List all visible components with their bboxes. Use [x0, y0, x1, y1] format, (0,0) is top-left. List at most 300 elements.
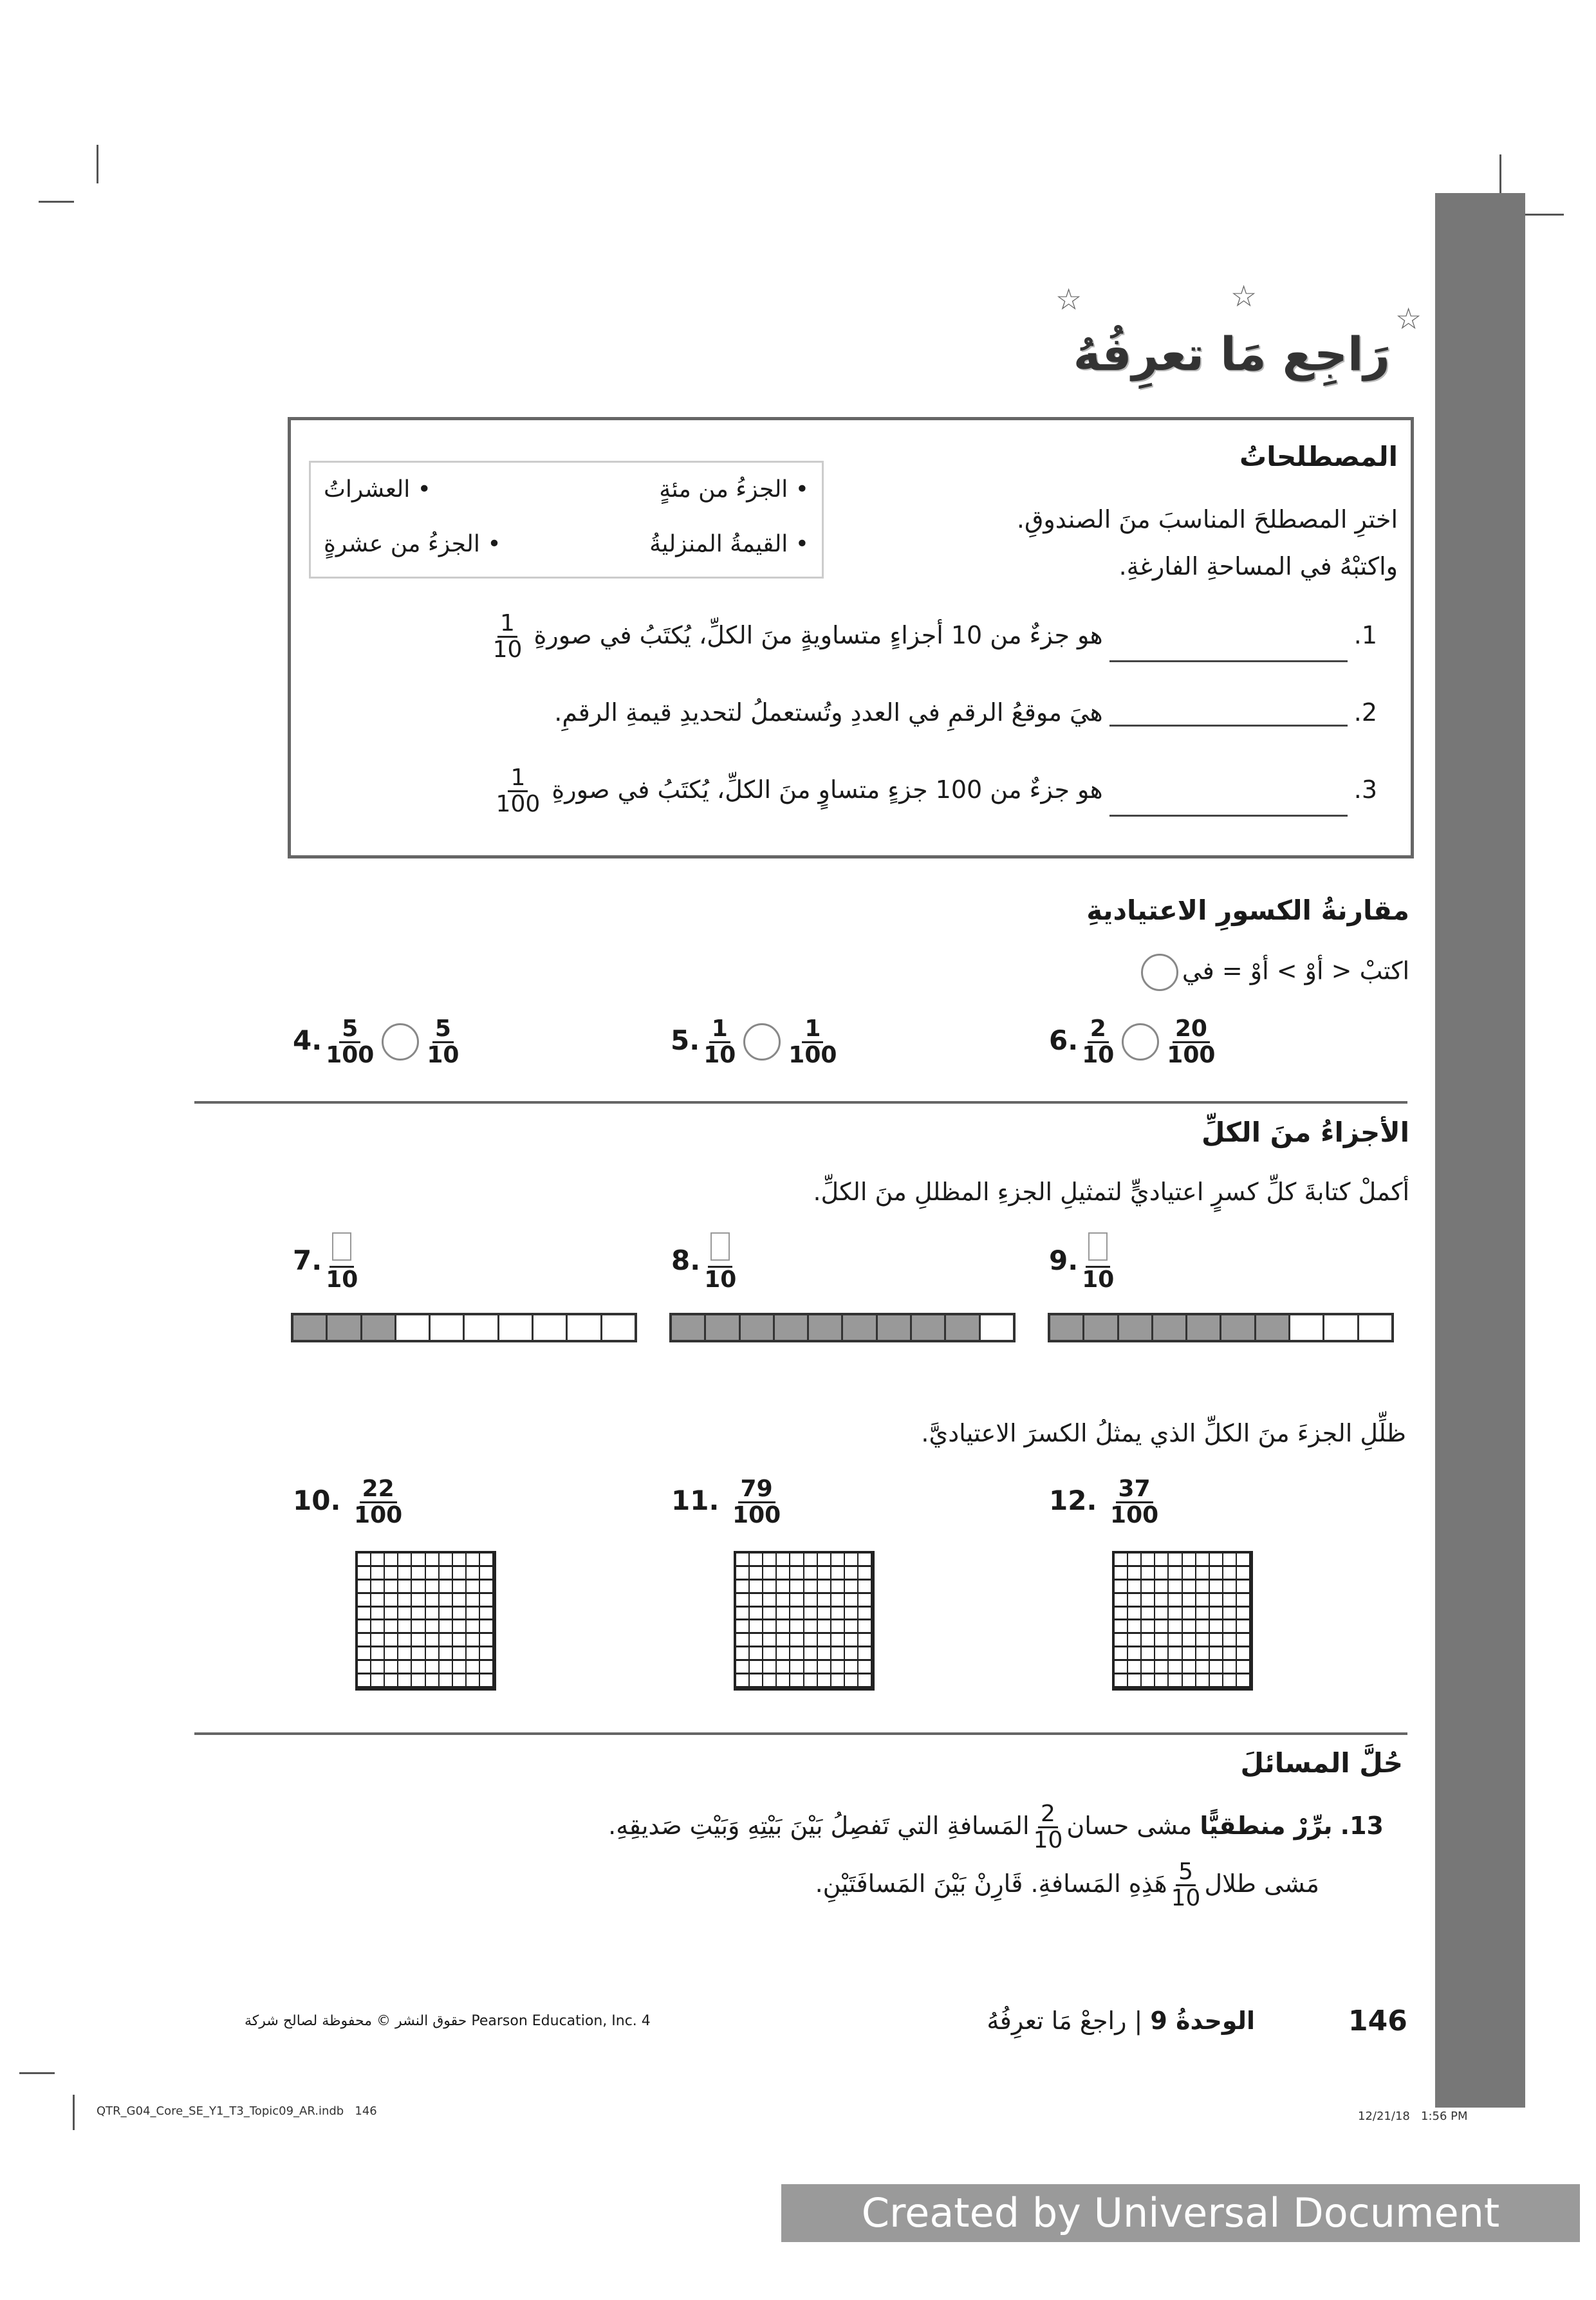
grid-cell[interactable]	[467, 1567, 480, 1581]
grid-cell[interactable]	[385, 1647, 398, 1661]
grid-cell[interactable]	[804, 1581, 818, 1594]
grid-cell[interactable]	[845, 1594, 858, 1608]
grid-cell[interactable]	[790, 1553, 804, 1567]
grid-cell[interactable]	[1142, 1553, 1155, 1567]
grid-cell[interactable]	[1183, 1567, 1196, 1581]
grid-cell[interactable]	[1142, 1674, 1155, 1688]
grid-cell[interactable]	[358, 1620, 371, 1634]
grid-cell[interactable]	[763, 1634, 777, 1647]
grid-cell[interactable]	[426, 1581, 440, 1594]
grid-cell[interactable]	[1169, 1634, 1182, 1647]
grid-cell[interactable]	[750, 1661, 763, 1674]
grid-cell[interactable]	[385, 1553, 398, 1567]
grid-cell[interactable]	[1142, 1620, 1155, 1634]
grid-cell[interactable]	[1237, 1647, 1250, 1661]
grid-cell[interactable]	[453, 1674, 467, 1688]
grid-cell[interactable]	[858, 1581, 872, 1594]
grid-cell[interactable]	[1115, 1594, 1128, 1608]
grid-cell[interactable]	[777, 1647, 790, 1661]
grid-cell[interactable]	[804, 1634, 818, 1647]
grid-cell[interactable]	[440, 1647, 453, 1661]
grid-cell[interactable]	[777, 1608, 790, 1621]
grid-cell[interactable]	[1115, 1661, 1128, 1674]
grid-cell[interactable]	[1210, 1661, 1223, 1674]
grid-cell[interactable]	[777, 1553, 790, 1567]
grid-cell[interactable]	[426, 1634, 440, 1647]
grid-cell[interactable]	[1210, 1553, 1223, 1567]
grid-cell[interactable]	[790, 1608, 804, 1621]
grid-cell[interactable]	[1155, 1620, 1169, 1634]
grid-cell[interactable]	[1115, 1647, 1128, 1661]
grid-cell[interactable]	[1183, 1581, 1196, 1594]
grid-cell[interactable]	[1115, 1553, 1128, 1567]
grid-cell[interactable]	[1210, 1567, 1223, 1581]
grid-cell[interactable]	[804, 1620, 818, 1634]
grid-cell[interactable]	[1155, 1581, 1169, 1594]
grid-cell[interactable]	[804, 1647, 818, 1661]
grid-cell[interactable]	[1115, 1674, 1128, 1688]
grid-cell[interactable]	[398, 1661, 412, 1674]
grid-cell[interactable]	[480, 1581, 494, 1594]
grid-cell[interactable]	[1142, 1647, 1155, 1661]
grid-cell[interactable]	[426, 1647, 440, 1661]
grid-cell[interactable]	[1115, 1567, 1128, 1581]
grid-cell[interactable]	[371, 1634, 385, 1647]
grid-cell[interactable]	[750, 1634, 763, 1647]
grid-cell[interactable]	[858, 1594, 872, 1608]
grid-cell[interactable]	[763, 1594, 777, 1608]
grid-cell[interactable]	[440, 1661, 453, 1674]
grid-cell[interactable]	[1128, 1661, 1142, 1674]
grid-cell[interactable]	[736, 1634, 750, 1647]
grid-cell[interactable]	[777, 1581, 790, 1594]
grid-cell[interactable]	[1169, 1594, 1182, 1608]
grid-cell[interactable]	[763, 1581, 777, 1594]
answer-blank[interactable]	[1109, 725, 1348, 727]
hundred-grid[interactable]	[355, 1551, 496, 1691]
grid-cell[interactable]	[858, 1608, 872, 1621]
hundred-grid[interactable]	[734, 1551, 875, 1691]
grid-cell[interactable]	[777, 1620, 790, 1634]
grid-cell[interactable]	[467, 1674, 480, 1688]
grid-cell[interactable]	[371, 1594, 385, 1608]
grid-cell[interactable]	[763, 1620, 777, 1634]
grid-cell[interactable]	[385, 1608, 398, 1621]
grid-cell[interactable]	[1196, 1567, 1210, 1581]
grid-cell[interactable]	[790, 1567, 804, 1581]
grid-cell[interactable]	[467, 1594, 480, 1608]
numerator-answer-box[interactable]	[710, 1232, 730, 1261]
grid-cell[interactable]	[1169, 1553, 1182, 1567]
grid-cell[interactable]	[1183, 1647, 1196, 1661]
grid-cell[interactable]	[1128, 1567, 1142, 1581]
grid-cell[interactable]	[440, 1553, 453, 1567]
grid-cell[interactable]	[480, 1620, 494, 1634]
grid-cell[interactable]	[1183, 1634, 1196, 1647]
grid-cell[interactable]	[385, 1581, 398, 1594]
grid-cell[interactable]	[818, 1553, 831, 1567]
grid-cell[interactable]	[831, 1594, 845, 1608]
grid-cell[interactable]	[371, 1674, 385, 1688]
grid-cell[interactable]	[480, 1661, 494, 1674]
grid-cell[interactable]	[1223, 1647, 1237, 1661]
grid-cell[interactable]	[736, 1594, 750, 1608]
grid-cell[interactable]	[1155, 1647, 1169, 1661]
grid-cell[interactable]	[453, 1581, 467, 1594]
grid-cell[interactable]	[358, 1661, 371, 1674]
grid-cell[interactable]	[777, 1674, 790, 1688]
grid-cell[interactable]	[1210, 1620, 1223, 1634]
grid-cell[interactable]	[1169, 1661, 1182, 1674]
grid-cell[interactable]	[426, 1608, 440, 1621]
grid-cell[interactable]	[440, 1567, 453, 1581]
grid-cell[interactable]	[736, 1620, 750, 1634]
grid-cell[interactable]	[371, 1661, 385, 1674]
grid-cell[interactable]	[1210, 1647, 1223, 1661]
grid-cell[interactable]	[1196, 1661, 1210, 1674]
grid-cell[interactable]	[1223, 1608, 1237, 1621]
grid-cell[interactable]	[398, 1608, 412, 1621]
grid-cell[interactable]	[818, 1661, 831, 1674]
grid-cell[interactable]	[831, 1661, 845, 1674]
grid-cell[interactable]	[1237, 1567, 1250, 1581]
grid-cell[interactable]	[1196, 1634, 1210, 1647]
grid-cell[interactable]	[480, 1647, 494, 1661]
grid-cell[interactable]	[831, 1634, 845, 1647]
grid-cell[interactable]	[818, 1634, 831, 1647]
grid-cell[interactable]	[426, 1661, 440, 1674]
grid-cell[interactable]	[790, 1674, 804, 1688]
grid-cell[interactable]	[1155, 1634, 1169, 1647]
grid-cell[interactable]	[818, 1620, 831, 1634]
grid-cell[interactable]	[790, 1620, 804, 1634]
grid-cell[interactable]	[777, 1594, 790, 1608]
grid-cell[interactable]	[1169, 1620, 1182, 1634]
grid-cell[interactable]	[831, 1567, 845, 1581]
grid-cell[interactable]	[398, 1581, 412, 1594]
grid-cell[interactable]	[845, 1608, 858, 1621]
grid-cell[interactable]	[736, 1567, 750, 1581]
grid-cell[interactable]	[1223, 1661, 1237, 1674]
grid-cell[interactable]	[818, 1608, 831, 1621]
grid-cell[interactable]	[777, 1634, 790, 1647]
grid-cell[interactable]	[371, 1581, 385, 1594]
grid-cell[interactable]	[845, 1661, 858, 1674]
grid-cell[interactable]	[1155, 1567, 1169, 1581]
grid-cell[interactable]	[398, 1674, 412, 1688]
grid-cell[interactable]	[1183, 1674, 1196, 1688]
grid-cell[interactable]	[412, 1661, 425, 1674]
grid-cell[interactable]	[750, 1674, 763, 1688]
grid-cell[interactable]	[1142, 1634, 1155, 1647]
grid-cell[interactable]	[480, 1608, 494, 1621]
grid-cell[interactable]	[453, 1661, 467, 1674]
grid-cell[interactable]	[358, 1594, 371, 1608]
grid-cell[interactable]	[750, 1594, 763, 1608]
grid-cell[interactable]	[1237, 1581, 1250, 1594]
grid-cell[interactable]	[831, 1647, 845, 1661]
grid-cell[interactable]	[1183, 1594, 1196, 1608]
grid-cell[interactable]	[1115, 1620, 1128, 1634]
grid-cell[interactable]	[736, 1647, 750, 1661]
grid-cell[interactable]	[858, 1634, 872, 1647]
grid-cell[interactable]	[467, 1608, 480, 1621]
grid-cell[interactable]	[763, 1567, 777, 1581]
grid-cell[interactable]	[1155, 1661, 1169, 1674]
grid-cell[interactable]	[467, 1553, 480, 1567]
grid-cell[interactable]	[858, 1620, 872, 1634]
grid-cell[interactable]	[412, 1647, 425, 1661]
grid-cell[interactable]	[736, 1674, 750, 1688]
grid-cell[interactable]	[845, 1634, 858, 1647]
answer-blank[interactable]	[1109, 815, 1348, 817]
grid-cell[interactable]	[358, 1567, 371, 1581]
grid-cell[interactable]	[804, 1661, 818, 1674]
grid-cell[interactable]	[1169, 1608, 1182, 1621]
grid-cell[interactable]	[412, 1553, 425, 1567]
grid-cell[interactable]	[1128, 1674, 1142, 1688]
grid-cell[interactable]	[804, 1553, 818, 1567]
grid-cell[interactable]	[440, 1620, 453, 1634]
grid-cell[interactable]	[736, 1608, 750, 1621]
numerator-answer-box[interactable]	[1088, 1232, 1108, 1261]
grid-cell[interactable]	[398, 1647, 412, 1661]
grid-cell[interactable]	[1183, 1608, 1196, 1621]
grid-cell[interactable]	[790, 1634, 804, 1647]
grid-cell[interactable]	[412, 1634, 425, 1647]
grid-cell[interactable]	[453, 1594, 467, 1608]
grid-cell[interactable]	[1155, 1608, 1169, 1621]
grid-cell[interactable]	[804, 1674, 818, 1688]
grid-cell[interactable]	[1142, 1608, 1155, 1621]
grid-cell[interactable]	[1196, 1608, 1210, 1621]
grid-cell[interactable]	[1210, 1581, 1223, 1594]
grid-cell[interactable]	[412, 1567, 425, 1581]
grid-cell[interactable]	[453, 1553, 467, 1567]
grid-cell[interactable]	[1128, 1647, 1142, 1661]
grid-cell[interactable]	[1155, 1674, 1169, 1688]
grid-cell[interactable]	[385, 1634, 398, 1647]
grid-cell[interactable]	[412, 1594, 425, 1608]
grid-cell[interactable]	[790, 1594, 804, 1608]
grid-cell[interactable]	[858, 1553, 872, 1567]
grid-cell[interactable]	[790, 1647, 804, 1661]
grid-cell[interactable]	[1142, 1661, 1155, 1674]
grid-cell[interactable]	[763, 1553, 777, 1567]
grid-cell[interactable]	[1128, 1594, 1142, 1608]
grid-cell[interactable]	[1115, 1608, 1128, 1621]
grid-cell[interactable]	[398, 1620, 412, 1634]
grid-cell[interactable]	[818, 1581, 831, 1594]
grid-cell[interactable]	[777, 1661, 790, 1674]
grid-cell[interactable]	[1128, 1553, 1142, 1567]
grid-cell[interactable]	[1223, 1674, 1237, 1688]
grid-cell[interactable]	[358, 1634, 371, 1647]
grid-cell[interactable]	[453, 1567, 467, 1581]
grid-cell[interactable]	[358, 1647, 371, 1661]
grid-cell[interactable]	[750, 1553, 763, 1567]
grid-cell[interactable]	[453, 1634, 467, 1647]
grid-cell[interactable]	[804, 1594, 818, 1608]
grid-cell[interactable]	[1210, 1594, 1223, 1608]
grid-cell[interactable]	[412, 1620, 425, 1634]
grid-cell[interactable]	[790, 1661, 804, 1674]
grid-cell[interactable]	[1237, 1634, 1250, 1647]
grid-cell[interactable]	[385, 1567, 398, 1581]
grid-cell[interactable]	[480, 1567, 494, 1581]
answer-blank[interactable]	[1109, 660, 1348, 662]
hundred-grid[interactable]	[1112, 1551, 1253, 1691]
grid-cell[interactable]	[736, 1661, 750, 1674]
grid-cell[interactable]	[1142, 1567, 1155, 1581]
grid-cell[interactable]	[777, 1567, 790, 1581]
grid-cell[interactable]	[1115, 1634, 1128, 1647]
grid-cell[interactable]	[426, 1620, 440, 1634]
grid-cell[interactable]	[763, 1661, 777, 1674]
grid-cell[interactable]	[818, 1567, 831, 1581]
grid-cell[interactable]	[1237, 1661, 1250, 1674]
grid-cell[interactable]	[440, 1674, 453, 1688]
grid-cell[interactable]	[1169, 1581, 1182, 1594]
grid-cell[interactable]	[845, 1674, 858, 1688]
grid-cell[interactable]	[480, 1594, 494, 1608]
grid-cell[interactable]	[763, 1647, 777, 1661]
grid-cell[interactable]	[831, 1674, 845, 1688]
grid-cell[interactable]	[804, 1608, 818, 1621]
grid-cell[interactable]	[750, 1620, 763, 1634]
grid-cell[interactable]	[1169, 1674, 1182, 1688]
grid-cell[interactable]	[845, 1647, 858, 1661]
grid-cell[interactable]	[1223, 1634, 1237, 1647]
grid-cell[interactable]	[1223, 1581, 1237, 1594]
grid-cell[interactable]	[1223, 1620, 1237, 1634]
grid-cell[interactable]	[1237, 1674, 1250, 1688]
grid-cell[interactable]	[845, 1620, 858, 1634]
grid-cell[interactable]	[385, 1674, 398, 1688]
grid-cell[interactable]	[1128, 1620, 1142, 1634]
grid-cell[interactable]	[1142, 1594, 1155, 1608]
grid-cell[interactable]	[1196, 1581, 1210, 1594]
grid-cell[interactable]	[412, 1674, 425, 1688]
grid-cell[interactable]	[858, 1661, 872, 1674]
grid-cell[interactable]	[858, 1567, 872, 1581]
answer-circle[interactable]	[382, 1023, 419, 1061]
grid-cell[interactable]	[1155, 1594, 1169, 1608]
grid-cell[interactable]	[440, 1634, 453, 1647]
grid-cell[interactable]	[763, 1674, 777, 1688]
grid-cell[interactable]	[358, 1674, 371, 1688]
grid-cell[interactable]	[385, 1594, 398, 1608]
grid-cell[interactable]	[736, 1581, 750, 1594]
grid-cell[interactable]	[1115, 1581, 1128, 1594]
grid-cell[interactable]	[1169, 1647, 1182, 1661]
grid-cell[interactable]	[467, 1661, 480, 1674]
grid-cell[interactable]	[440, 1594, 453, 1608]
grid-cell[interactable]	[371, 1608, 385, 1621]
grid-cell[interactable]	[440, 1608, 453, 1621]
grid-cell[interactable]	[1142, 1581, 1155, 1594]
grid-cell[interactable]	[398, 1553, 412, 1567]
grid-cell[interactable]	[831, 1553, 845, 1567]
grid-cell[interactable]	[371, 1567, 385, 1581]
grid-cell[interactable]	[467, 1634, 480, 1647]
answer-circle[interactable]	[1122, 1023, 1159, 1061]
grid-cell[interactable]	[736, 1553, 750, 1567]
grid-cell[interactable]	[763, 1608, 777, 1621]
grid-cell[interactable]	[1223, 1594, 1237, 1608]
grid-cell[interactable]	[804, 1567, 818, 1581]
grid-cell[interactable]	[358, 1608, 371, 1621]
grid-cell[interactable]	[371, 1620, 385, 1634]
grid-cell[interactable]	[453, 1620, 467, 1634]
grid-cell[interactable]	[1237, 1620, 1250, 1634]
grid-cell[interactable]	[1237, 1553, 1250, 1567]
grid-cell[interactable]	[453, 1608, 467, 1621]
grid-cell[interactable]	[1196, 1674, 1210, 1688]
grid-cell[interactable]	[831, 1620, 845, 1634]
grid-cell[interactable]	[1183, 1553, 1196, 1567]
grid-cell[interactable]	[467, 1620, 480, 1634]
grid-cell[interactable]	[1169, 1567, 1182, 1581]
grid-cell[interactable]	[358, 1581, 371, 1594]
grid-cell[interactable]	[398, 1634, 412, 1647]
grid-cell[interactable]	[426, 1594, 440, 1608]
grid-cell[interactable]	[831, 1608, 845, 1621]
grid-cell[interactable]	[1183, 1620, 1196, 1634]
grid-cell[interactable]	[1128, 1634, 1142, 1647]
grid-cell[interactable]	[831, 1581, 845, 1594]
grid-cell[interactable]	[412, 1608, 425, 1621]
grid-cell[interactable]	[1196, 1620, 1210, 1634]
grid-cell[interactable]	[858, 1647, 872, 1661]
grid-cell[interactable]	[1210, 1674, 1223, 1688]
grid-cell[interactable]	[440, 1581, 453, 1594]
answer-circle[interactable]	[743, 1023, 781, 1061]
grid-cell[interactable]	[845, 1553, 858, 1567]
numerator-answer-box[interactable]	[332, 1232, 351, 1261]
grid-cell[interactable]	[467, 1581, 480, 1594]
grid-cell[interactable]	[371, 1647, 385, 1661]
grid-cell[interactable]	[398, 1594, 412, 1608]
grid-cell[interactable]	[426, 1553, 440, 1567]
grid-cell[interactable]	[750, 1608, 763, 1621]
grid-cell[interactable]	[750, 1581, 763, 1594]
grid-cell[interactable]	[1196, 1553, 1210, 1567]
grid-cell[interactable]	[1210, 1634, 1223, 1647]
grid-cell[interactable]	[818, 1647, 831, 1661]
grid-cell[interactable]	[818, 1674, 831, 1688]
grid-cell[interactable]	[750, 1567, 763, 1581]
grid-cell[interactable]	[1237, 1594, 1250, 1608]
grid-cell[interactable]	[398, 1567, 412, 1581]
grid-cell[interactable]	[412, 1581, 425, 1594]
grid-cell[interactable]	[1183, 1661, 1196, 1674]
grid-cell[interactable]	[480, 1634, 494, 1647]
grid-cell[interactable]	[1196, 1647, 1210, 1661]
grid-cell[interactable]	[480, 1674, 494, 1688]
grid-cell[interactable]	[845, 1567, 858, 1581]
grid-cell[interactable]	[818, 1594, 831, 1608]
grid-cell[interactable]	[1196, 1594, 1210, 1608]
grid-cell[interactable]	[480, 1553, 494, 1567]
grid-cell[interactable]	[1155, 1553, 1169, 1567]
grid-cell[interactable]	[858, 1674, 872, 1688]
grid-cell[interactable]	[1223, 1553, 1237, 1567]
grid-cell[interactable]	[385, 1620, 398, 1634]
grid-cell[interactable]	[426, 1674, 440, 1688]
grid-cell[interactable]	[371, 1553, 385, 1567]
grid-cell[interactable]	[1128, 1608, 1142, 1621]
